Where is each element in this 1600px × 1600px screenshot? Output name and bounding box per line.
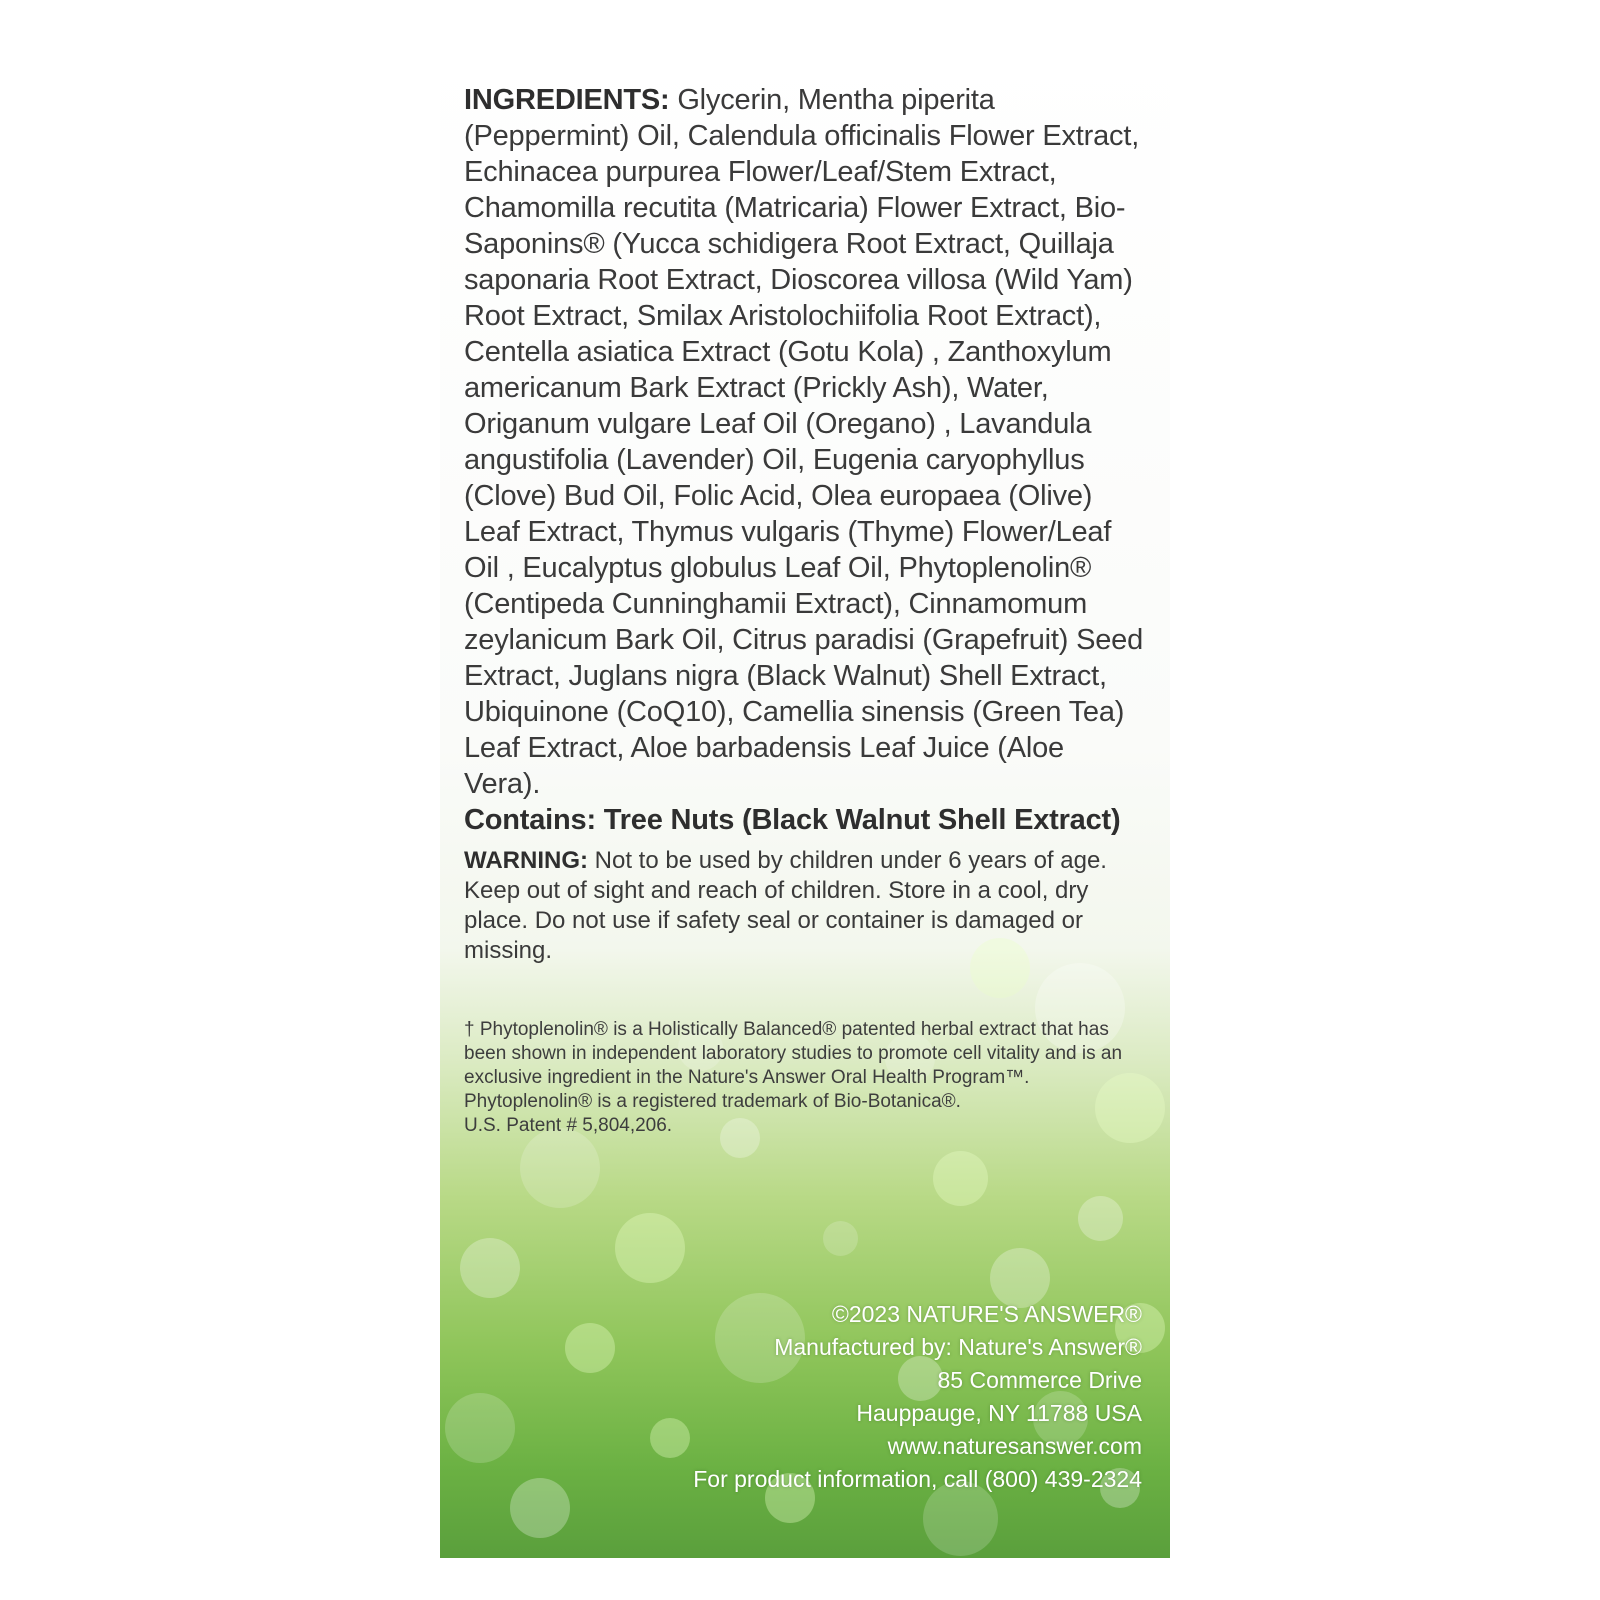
ingredients-section [464,82,1144,838]
warning-section [464,846,1144,966]
footnote-phytoplenolin: † Phytoplenolin® is a Holistically Balanced® patented herbal extract that has been shown in independent laboratory studies to promote cell vitality and is an exclusive ingredient in the Nature's Answer Oral Health Program™. [464,1019,1123,1088]
phone-line: For product information, call (800) 439-2324 [693,1466,1142,1492]
address-line-2: Hauppauge, NY 11788 USA [856,1400,1142,1426]
footnote-trademark: Phytoplenolin® is a registered trademark of Bio-Botanica®. [464,1091,961,1112]
bokeh-circle [1078,1196,1123,1241]
footnote-patent: U.S. Patent # 5,804,206. [464,1115,673,1136]
copyright-line: ©2023 NATURE'S ANSWER® [831,1301,1142,1327]
footnote-section [464,1018,1144,1138]
bokeh-circle [460,1238,520,1298]
ingredients-label: INGREDIENTS: [464,84,670,116]
bokeh-circle [933,1151,988,1206]
bokeh-circle [445,1393,515,1463]
address-line-1: 85 Commerce Drive [937,1367,1142,1393]
manufacturer-line: Manufactured by: Nature's Answer® [774,1334,1142,1360]
warning-label: WARNING: [464,847,588,874]
warning-text: Not to be used by children under 6 years of age. Keep out of sight and reach of children. Store in a cool, dry place. Do not use if safety seal or container is damaged or missing. [464,847,1107,964]
bokeh-circle [520,1128,600,1208]
allergen-contains: Contains: Tree Nuts (Black Walnut Shell Extract) [464,804,1121,836]
manufacturer-footer [542,1298,1142,1496]
product-label-panel [440,48,1170,1558]
website-line: www.naturesanswer.com [887,1433,1142,1459]
ingredients-text: Glycerin, Mentha piperita (Peppermint) Oil, Calendula officinalis Flower Extract, Echinacea purpurea Flower/Leaf/Stem Extract, Chamomilla recutita (Matricaria) Flower Extract, Bio-Saponins® (Yucca schidigera Root Extract, Quillaja saponaria Root Extract, Dioscorea villosa (Wild Yam) Root Extract, Smilax Aristolochiifolia Root Extract), Centella asiatica Extract (Gotu Kola) , Zanthoxylum americanum Bark Extract (Prickly Ash), Water, Origanum vulgare Leaf Oil (Oregano) , Lavandula angustifolia (Lavender) Oil, Eugenia caryophyllus (Clove) Bud Oil, Folic Acid, Olea europaea (Olive) Leaf Extract, Thymus vulgaris (Thyme) Flower/Leaf Oil , Eucalyptus globulus Leaf Oil, Phytoplenolin® (Centipeda Cunninghamii Extract), Cinnamomum zeylanicum Bark Oil, Citrus paradisi (Grapefruit) Seed Extract, Juglans nigra (Black Walnut) Shell Extract, Ubiquinone (CoQ10), Camellia sinensis (Green Tea) Leaf Extract, Aloe barbadensis Leaf Juice (Aloe Vera). [464,84,1143,800]
bokeh-circle [615,1213,685,1283]
bokeh-circle [823,1221,858,1256]
